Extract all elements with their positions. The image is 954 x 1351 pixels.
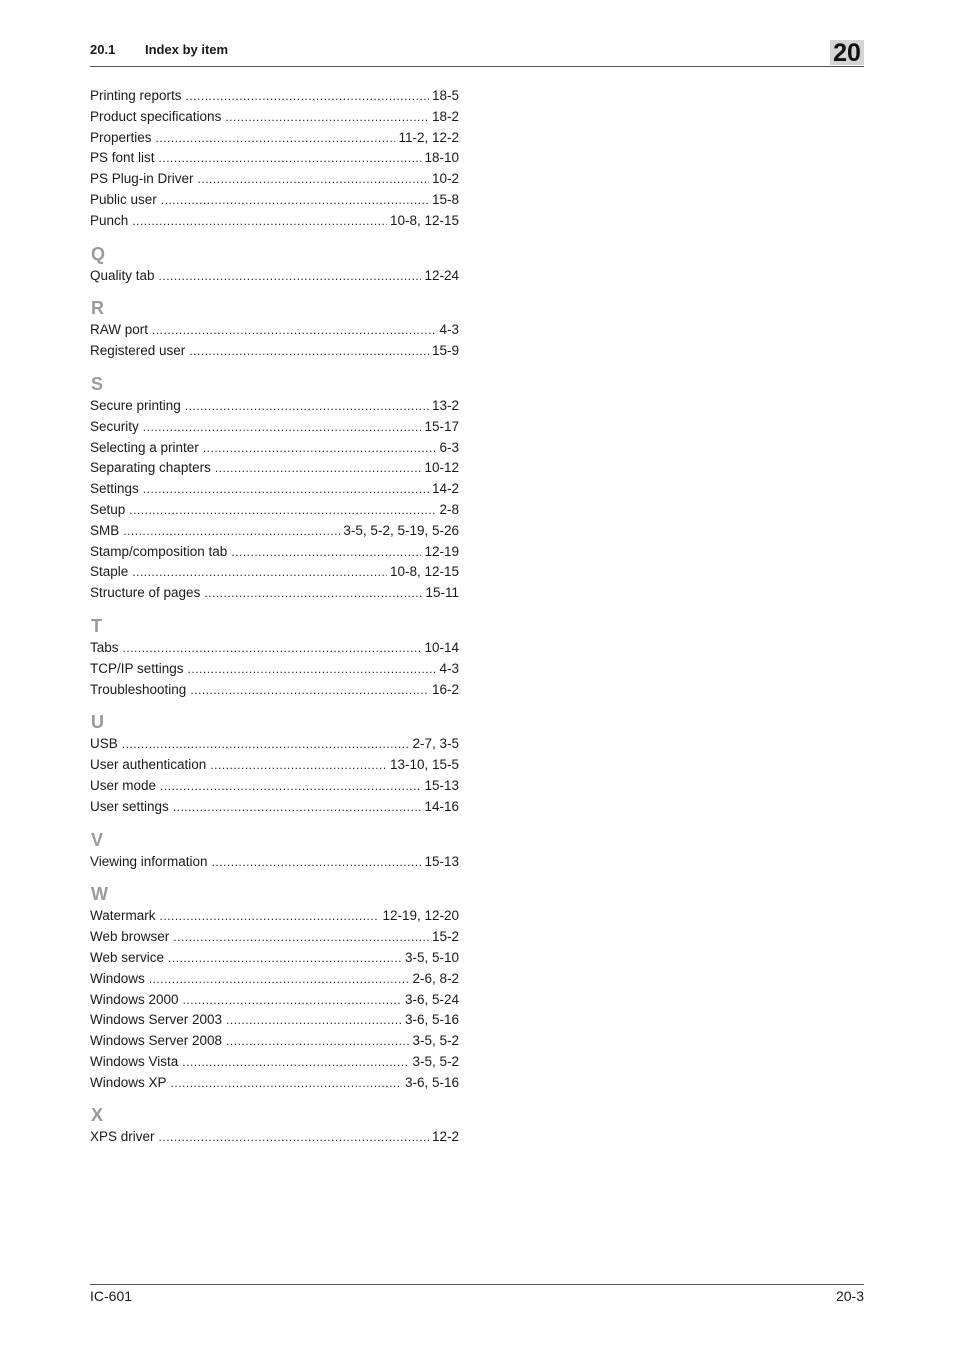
index-term: Quality tab — [90, 267, 155, 283]
dot-leader — [226, 1010, 402, 1031]
index-entry — [90, 438, 459, 459]
index-pages: 10-2 — [431, 171, 459, 187]
index-term: Punch — [90, 212, 129, 228]
index-letter-heading: T — [91, 615, 102, 636]
index-term: Troubleshooting — [90, 681, 187, 697]
index-term: Windows Server 2008 — [90, 1033, 223, 1049]
chapter-number-badge: 20 — [830, 40, 864, 65]
index-term: Windows — [90, 970, 145, 986]
dot-leader — [173, 927, 429, 948]
index-pages: 4-3 — [439, 660, 459, 676]
index-pages: 15-13 — [424, 777, 459, 793]
dot-leader — [152, 320, 436, 341]
dot-leader — [212, 852, 422, 873]
dot-leader — [183, 990, 402, 1011]
index-entry — [90, 776, 459, 797]
index-letter-heading: W — [91, 884, 108, 905]
index-term: Web browser — [90, 929, 170, 945]
index-pages: 10-8, 12-15 — [389, 564, 459, 580]
dot-leader — [149, 969, 410, 990]
model-name: IC-601 — [90, 1288, 133, 1304]
index-term: Secure printing — [90, 397, 181, 413]
index-entry — [90, 969, 459, 990]
index-entry — [90, 211, 459, 232]
index-entry — [90, 1010, 459, 1031]
index-term: RAW port — [90, 322, 149, 338]
index-entry — [90, 521, 459, 542]
index-term: TCP/IP settings — [90, 660, 184, 676]
dot-leader — [129, 500, 436, 521]
index-term: User authentication — [90, 757, 207, 773]
index-pages: 12-19, 12-20 — [382, 908, 459, 924]
index-entry — [90, 500, 459, 521]
index-letter-heading: U — [91, 712, 104, 733]
dot-leader — [171, 1073, 402, 1094]
index-term: USB — [90, 736, 118, 752]
index-pages: 3-6, 5-24 — [404, 991, 459, 1007]
dot-leader — [188, 659, 437, 680]
index-pages: 12-19 — [424, 543, 459, 559]
dot-leader — [159, 148, 422, 169]
index-pages: 10-12 — [424, 460, 459, 476]
index-term: Security — [90, 418, 139, 434]
dot-leader — [210, 755, 387, 776]
dot-leader — [160, 776, 421, 797]
index-letter-heading: S — [91, 373, 104, 394]
index-pages: 3-5, 5-10 — [404, 949, 459, 965]
index-term: User settings — [90, 798, 169, 814]
index-pages: 2-6, 8-2 — [412, 970, 459, 986]
dot-leader — [123, 521, 340, 542]
index-letter-heading: R — [91, 298, 104, 319]
index-pages: 18-5 — [431, 88, 459, 103]
dot-leader — [204, 583, 422, 604]
dot-leader — [225, 107, 429, 128]
index-pages: 15-13 — [424, 853, 459, 869]
index-term: Product specifications — [90, 108, 222, 124]
index-term: Watermark — [90, 908, 156, 924]
index-entry — [90, 266, 459, 287]
index-entry — [90, 320, 459, 341]
index-entry — [90, 190, 459, 211]
index-entry — [90, 948, 459, 969]
dot-leader — [185, 396, 429, 417]
index-pages: 3-5, 5-2 — [412, 1033, 459, 1049]
index-entry — [90, 852, 459, 873]
index-term: Windows Vista — [90, 1053, 179, 1069]
index-entry — [90, 128, 459, 149]
index-term: Selecting a printer — [90, 439, 199, 455]
index-pages: 15-11 — [425, 585, 459, 601]
dot-leader — [123, 638, 422, 659]
index-pages: 2-7, 3-5 — [412, 736, 459, 752]
index-term: Settings — [90, 481, 139, 497]
index-entry — [90, 906, 459, 927]
dot-leader — [203, 438, 437, 459]
index-list — [90, 86, 459, 1148]
index-entry — [90, 1052, 459, 1073]
dot-leader — [231, 542, 421, 563]
index-term: Web service — [90, 949, 165, 965]
index-pages: 16-2 — [431, 681, 459, 697]
index-entry — [90, 542, 459, 563]
dot-leader — [160, 906, 380, 927]
dot-leader — [161, 190, 429, 211]
index-term: Registered user — [90, 343, 186, 359]
dot-leader — [159, 1127, 429, 1148]
index-entry — [90, 1073, 459, 1094]
dot-leader — [143, 479, 429, 500]
index-entry — [90, 734, 459, 755]
index-term: Tabs — [90, 639, 119, 655]
index-pages: 10-8, 12-15 — [389, 212, 459, 228]
dot-leader — [143, 417, 422, 438]
section-title: Index by item — [145, 42, 229, 57]
index-pages: 3-5, 5-2, 5-19, 5-26 — [343, 522, 459, 538]
index-term: Staple — [90, 564, 129, 580]
index-term: Properties — [90, 129, 152, 145]
dot-leader — [159, 266, 422, 287]
dot-leader — [182, 1052, 409, 1073]
index-pages: 15-9 — [431, 343, 459, 359]
index-term: Viewing information — [90, 853, 208, 869]
index-term: Public user — [90, 191, 157, 207]
index-term: PS font list — [90, 150, 155, 166]
index-pages: 2-8 — [439, 501, 459, 517]
dot-leader — [186, 86, 429, 107]
index-pages: 15-17 — [424, 418, 459, 434]
page-footer — [90, 1284, 864, 1307]
index-term: Printing reports — [90, 88, 182, 103]
index-pages: 10-14 — [424, 639, 459, 655]
index-pages: 12-2 — [431, 1129, 459, 1145]
index-term: User mode — [90, 777, 157, 793]
index-pages: 18-2 — [431, 108, 459, 124]
index-entry — [90, 396, 459, 417]
dot-leader — [189, 341, 429, 362]
index-entry — [90, 583, 459, 604]
index-pages: 3-5, 5-2 — [412, 1053, 459, 1069]
index-entry — [90, 417, 459, 438]
index-term: Windows Server 2003 — [90, 1012, 223, 1028]
index-pages: 11-2, 12-2 — [398, 129, 459, 145]
index-entry — [90, 755, 459, 776]
index-entry — [90, 1031, 459, 1052]
index-entry — [90, 680, 459, 701]
index-entry — [90, 562, 459, 583]
index-entry — [90, 341, 459, 362]
index-term: Windows 2000 — [90, 991, 179, 1007]
index-pages: 3-6, 5-16 — [404, 1074, 459, 1090]
index-pages: 13-2 — [431, 397, 459, 413]
index-pages: 15-2 — [431, 929, 459, 945]
index-entry — [90, 107, 459, 128]
index-pages: 12-24 — [424, 267, 459, 283]
index-pages: 13-10, 15-5 — [389, 757, 459, 773]
index-entry — [90, 1127, 459, 1148]
dot-leader — [156, 128, 396, 149]
index-entry — [90, 990, 459, 1011]
dot-leader — [215, 458, 422, 479]
index-pages: 14-16 — [424, 798, 459, 814]
index-entry — [90, 479, 459, 500]
page-header — [90, 40, 864, 67]
index-entry — [90, 638, 459, 659]
index-term: PS Plug-in Driver — [90, 171, 194, 187]
index-term: SMB — [90, 522, 120, 538]
index-term: Structure of pages — [90, 585, 201, 601]
dot-leader — [173, 797, 422, 818]
index-entry — [90, 86, 459, 107]
dot-leader — [132, 211, 387, 232]
section-number: 20.1 — [90, 42, 116, 57]
index-entry — [90, 797, 459, 818]
index-pages: 18-10 — [424, 150, 459, 166]
index-term: Windows XP — [90, 1074, 167, 1090]
page-number: 20-3 — [835, 1288, 864, 1304]
index-entry — [90, 169, 459, 190]
index-term: XPS driver — [90, 1129, 155, 1145]
index-pages: 6-3 — [439, 439, 459, 455]
index-entry — [90, 659, 459, 680]
index-letter-heading: V — [91, 829, 104, 850]
index-term: Stamp/composition tab — [90, 543, 228, 559]
dot-leader — [226, 1031, 409, 1052]
index-letter-heading: Q — [91, 243, 106, 264]
index-pages: 14-2 — [431, 481, 459, 497]
dot-leader — [122, 734, 410, 755]
index-entry — [90, 927, 459, 948]
index-entry — [90, 148, 459, 169]
index-entry — [90, 458, 459, 479]
dot-leader — [190, 680, 429, 701]
dot-leader — [168, 948, 402, 969]
index-term: Separating chapters — [90, 460, 211, 476]
dot-leader — [132, 562, 387, 583]
index-pages: 15-8 — [431, 191, 459, 207]
index-term: Setup — [90, 501, 126, 517]
index-pages: 4-3 — [439, 322, 459, 338]
index-letter-heading: X — [91, 1105, 104, 1126]
index-pages: 3-6, 5-16 — [404, 1012, 459, 1028]
dot-leader — [198, 169, 429, 190]
